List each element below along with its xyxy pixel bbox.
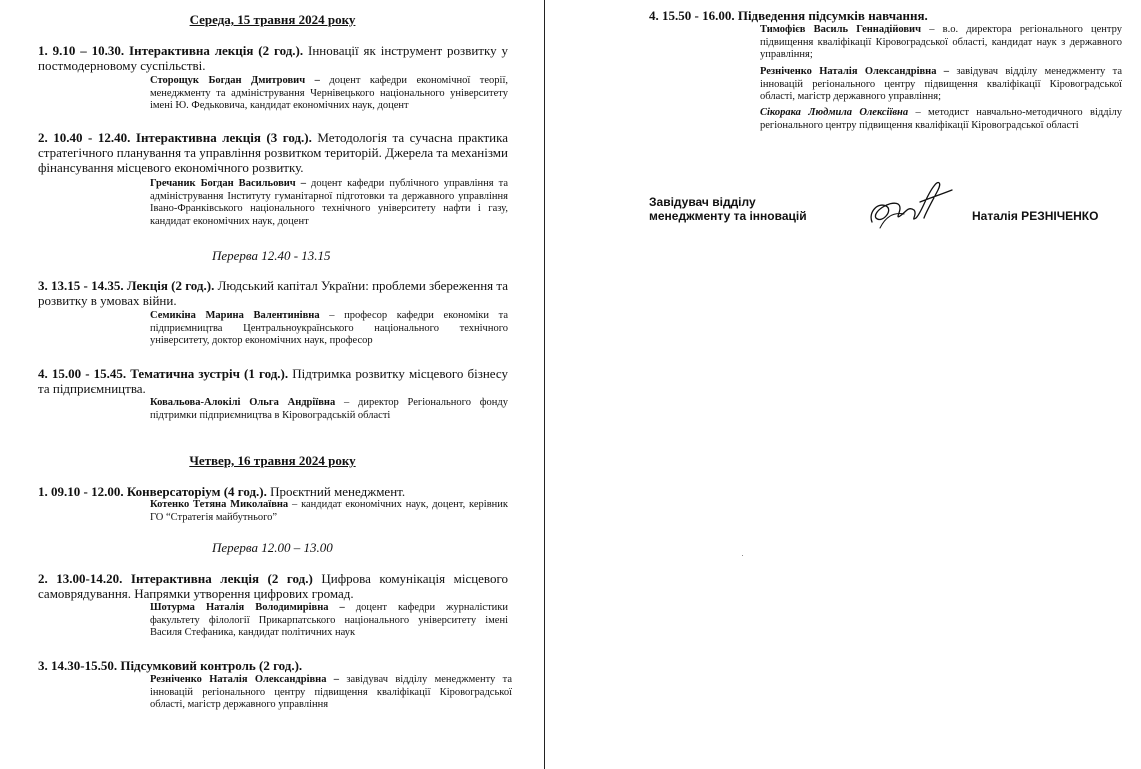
signature-name: Наталія РЕЗНІЧЕНКО — [972, 209, 1099, 223]
day1-item-1-speaker: Сторощук Богдан Дмитрович – доцент кафедри економічної теорії, менеджменту та адміністрування Чернівецького національного університету імені Ю. Федьковича, кандидат економічних наук, доцент — [150, 75, 508, 111]
day1-item-2: 2. 10.40 - 12.40. Інтерактивна лекція (3 год.). Методологія та сучасна практика стратегічного планування та управління розвитком територій. Джерела та механізми фінансування місцевого економічного розвитку. — [38, 130, 508, 175]
left-page — [0, 0, 545, 769]
day1-heading: Середа, 15 травня 2024 року — [189, 12, 356, 27]
day2-heading: Четвер, 16 травня 2024 року — [189, 453, 356, 468]
day2-item-3: 3. 14.30-15.50. Підсумковий контроль (2 год.). — [38, 658, 303, 673]
day1-item-4-speaker: Ковальова-Алокілі Ольга Андріївна – директор Регіонального фонду підтримки підприємництва в Кіровоградській області — [150, 397, 508, 421]
handwritten-signature — [864, 172, 956, 234]
day2-item-3-speaker: Резніченко Наталія Олександрівна – завідувач відділу менеджменту та інновацій регіонального центру підвищення кваліфікації Кіровоградської області, магістр державного управління — [150, 674, 512, 710]
day1-item-4: 4. 15.00 - 15.45. Тематична зустріч (1 год.). Підтримка розвитку місцевого бізнесу та підприємництва. — [38, 366, 508, 396]
scan-speck — [742, 555, 743, 556]
day2-item-2-speaker: Шотурма Наталія Володимирівна – доцент кафедри журналістики факультету філології Прикарпатського національного університету імені Василя Стефаника, кандидат політичних наук — [150, 602, 508, 638]
day2-item-1: 1. 09.10 - 12.00. Конверсаторіум (4 год.). Проєктний менеджмент. — [38, 484, 406, 499]
day1-break: Перерва 12.40 - 13.15 — [212, 248, 331, 263]
signature-position-line1: Завідувач відділу — [649, 195, 756, 209]
signature-position — [649, 195, 807, 223]
day2-item-1-speaker: Котенко Тетяна Миколаївна – кандидат економічних наук, доцент, керівник ГО “Стратегія майбутнього” — [150, 499, 508, 523]
day2-item-2: 2. 13.00-14.20. Інтерактивна лекція (2 год.) Цифрова комунікація місцевого самоврядування. Напрямки утворення цифрових громад. — [38, 571, 508, 601]
day2-break: Перерва 12.00 – 13.00 — [212, 540, 333, 555]
day1-item-1: 1. 9.10 – 10.30. Інтерактивна лекція (2 год.). Інновації як інструмент розвитку у постмодерновому суспільстві. — [38, 43, 508, 73]
closing-speaker-2: Резніченко Наталія Олександрівна – завідувач відділу менеджменту та інновацій регіонального центру підвищення кваліфікації Кіровоградської області, магістр державного управління; — [760, 66, 1122, 102]
right-page — [546, 0, 1141, 769]
day1-item-3: 3. 13.15 - 14.35. Лекція (2 год.). Людський капітал України: проблеми збереження та розвитку в умовах війни. — [38, 278, 508, 308]
day1-item-2-speaker: Гречаник Богдан Васильович – доцент кафедри публічного управління та адміністрування Інституту гуманітарної підготовки та державного управління Івано-Франківського національного технічного університету нафти і газу, кандидат економічних наук, доцент — [150, 178, 508, 227]
signature-position-line2: менеджменту та інновацій — [649, 209, 807, 223]
day2-item-4: 4. 15.50 - 16.00. Підведення підсумків навчання. — [649, 8, 928, 23]
closing-speaker-3: Сікорака Людмила Олексіївна – методист навчально-методичного відділу регіонального центру підвищення кваліфікації Кіровоградської області — [760, 107, 1122, 131]
closing-speaker-1: Тимофієв Василь Геннадійович – в.о. директора регіонального центру підвищення кваліфікації Кіровоградської області, кандидат наук з державного управління; — [760, 24, 1122, 60]
day1-item-3-speaker: Семикіна Марина Валентинівна – професор кафедри економіки та підприємництва Центральноукраїнського національного технічного університету, доктор економічних наук, професор — [150, 310, 509, 346]
